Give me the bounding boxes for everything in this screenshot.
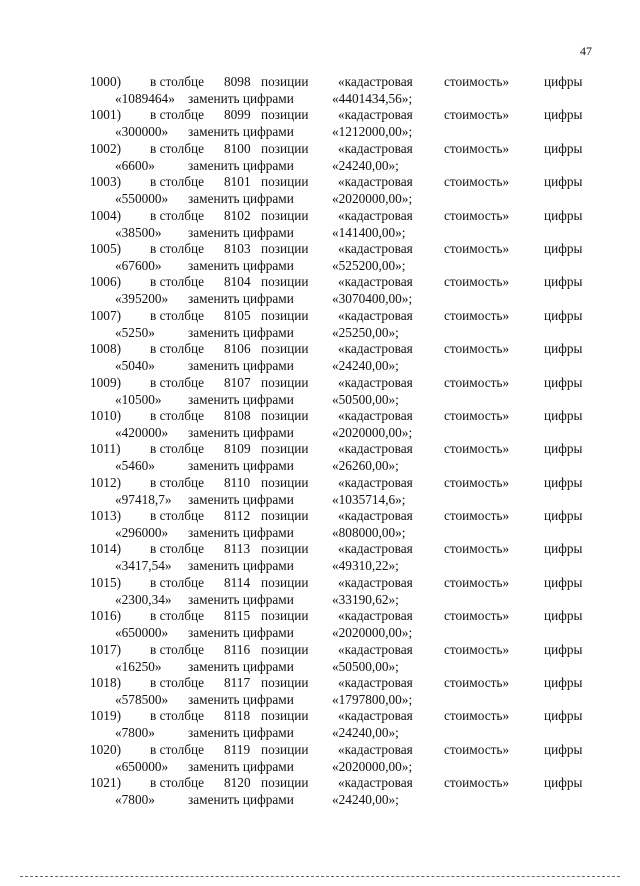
column-number: 8104 xyxy=(224,274,251,290)
value-label: стоимость» xyxy=(444,74,510,89)
digits-label: цифры xyxy=(544,407,583,423)
value-label: стоимость» xyxy=(444,107,510,123)
position-label: позиции xyxy=(261,207,309,223)
new-value: «33190,62»; xyxy=(332,591,399,607)
amendment-entry xyxy=(0,575,640,608)
position-label: позиции xyxy=(261,741,309,757)
replace-label: заменить цифрами xyxy=(188,424,294,440)
amendment-entry xyxy=(0,642,640,675)
position-label: позиции xyxy=(261,541,309,557)
digits-label: цифры xyxy=(544,675,583,691)
column-number: 8107 xyxy=(224,374,251,390)
replace-label: заменить цифрами xyxy=(188,692,294,708)
in-column-label: в столбце xyxy=(150,274,205,290)
in-column-label: в столбце xyxy=(150,441,205,457)
amendment-entry xyxy=(0,308,640,341)
entry-number: 1008) xyxy=(90,341,122,357)
digits-label: цифры xyxy=(544,274,583,290)
value-label: стоимость» xyxy=(444,541,510,557)
in-column-label: в столбце xyxy=(150,407,205,423)
column-number: 8108 xyxy=(224,407,251,423)
position-label: позиции xyxy=(261,641,309,657)
amendment-entry xyxy=(0,241,640,274)
replace-label: заменить цифрами xyxy=(188,525,294,541)
column-number: 8113 xyxy=(224,541,251,557)
cadastral-label: «кадастровая xyxy=(338,207,413,223)
old-value: «395200» xyxy=(115,291,169,307)
amendment-entry xyxy=(0,107,640,140)
entry-number: 1007) xyxy=(90,307,122,323)
in-column-label: в столбце xyxy=(150,240,205,256)
position-label: позиции xyxy=(261,675,309,691)
amendment-entry xyxy=(0,341,640,374)
replace-label: заменить цифрами xyxy=(188,558,294,574)
amendment-entry xyxy=(0,675,640,708)
value-label: стоимость» xyxy=(444,274,510,290)
replace-label: заменить цифрами xyxy=(188,491,294,507)
new-value: «50500,00»; xyxy=(332,658,399,674)
value-label: стоимость» xyxy=(444,574,510,590)
amendment-entry xyxy=(0,408,640,441)
column-number: 8099 xyxy=(224,107,251,123)
entry-number: 1010) xyxy=(90,407,122,423)
cadastral-label: «кадастровая xyxy=(338,274,413,290)
digits-label: цифры xyxy=(544,374,583,390)
column-number: 8120 xyxy=(224,775,251,791)
replace-label: заменить цифрами xyxy=(188,157,294,173)
amendment-entry xyxy=(0,174,640,207)
old-value: «650000» xyxy=(115,758,169,774)
old-value: «5460» xyxy=(115,458,155,474)
column-number: 8118 xyxy=(224,708,251,724)
old-value: «300000» xyxy=(115,124,169,140)
position-label: позиции xyxy=(261,240,309,256)
position-label: позиции xyxy=(261,708,309,724)
entry-number: 1002) xyxy=(90,140,122,156)
new-value: «25250,00»; xyxy=(332,324,399,340)
value-label: стоимость» xyxy=(444,374,510,390)
digits-label: цифры xyxy=(544,574,583,590)
amendment-entry xyxy=(0,775,640,808)
value-label: стоимость» xyxy=(444,407,510,423)
value-label: стоимость» xyxy=(444,441,510,457)
cadastral-label: «кадастровая xyxy=(338,775,413,791)
column-number: 8115 xyxy=(224,608,251,624)
new-value: «1797800,00»; xyxy=(332,692,413,708)
new-value: «3070400,00»; xyxy=(332,291,413,307)
value-label: стоимость» xyxy=(444,708,510,724)
old-value: «7800» xyxy=(115,725,155,741)
cadastral-label: «кадастровая xyxy=(338,474,413,490)
entry-number: 1012) xyxy=(90,474,122,490)
in-column-label: в столбце xyxy=(150,140,205,156)
in-column-label: в столбце xyxy=(150,541,205,557)
column-number: 8112 xyxy=(224,508,251,524)
entry-number: 1019) xyxy=(90,708,122,724)
value-label: стоимость» xyxy=(444,675,510,691)
position-label: позиции xyxy=(261,407,309,423)
column-number: 8103 xyxy=(224,240,251,256)
replace-label: заменить цифрами xyxy=(188,124,294,140)
new-value: «2020000,00»; xyxy=(332,424,413,440)
replace-label: заменить цифрами xyxy=(188,625,294,641)
in-column-label: в столбце xyxy=(150,474,205,490)
new-value: «1212000,00»; xyxy=(332,124,413,140)
new-value: «4401434,56»; xyxy=(332,91,413,106)
cadastral-label: «кадастровая xyxy=(338,641,413,657)
cadastral-label: «кадастровая xyxy=(338,107,413,123)
cadastral-label: «кадастровая xyxy=(338,441,413,457)
old-value: «67600» xyxy=(115,257,162,273)
old-value: «650000» xyxy=(115,625,169,641)
old-value: «97418,7» xyxy=(115,491,172,507)
cadastral-label: «кадастровая xyxy=(338,140,413,156)
column-number: 8100 xyxy=(224,140,251,156)
amendment-entry xyxy=(0,508,640,541)
value-label: стоимость» xyxy=(444,240,510,256)
value-label: стоимость» xyxy=(444,307,510,323)
digits-label: цифры xyxy=(544,140,583,156)
in-column-label: в столбце xyxy=(150,775,205,791)
in-column-label: в столбце xyxy=(150,508,205,524)
column-number: 8109 xyxy=(224,441,251,457)
amendment-entry xyxy=(0,475,640,508)
amendment-entry xyxy=(0,375,640,408)
entry-number: 1006) xyxy=(90,274,122,290)
digits-label: цифры xyxy=(544,207,583,223)
new-value: «2020000,00»; xyxy=(332,758,413,774)
in-column-label: в столбце xyxy=(150,675,205,691)
amendment-entry xyxy=(0,274,640,307)
amendment-entry xyxy=(0,74,640,107)
position-label: позиции xyxy=(261,74,309,89)
entry-number: 1016) xyxy=(90,608,122,624)
amendment-entry xyxy=(0,141,640,174)
new-value: «24240,00»; xyxy=(332,157,399,173)
column-number: 8105 xyxy=(224,307,251,323)
replace-label: заменить цифрами xyxy=(188,291,294,307)
entry-number: 1018) xyxy=(90,675,122,691)
replace-label: заменить цифрами xyxy=(188,458,294,474)
new-value: «2020000,00»; xyxy=(332,191,413,207)
old-value: «10500» xyxy=(115,391,162,407)
cadastral-label: «кадастровая xyxy=(338,541,413,557)
value-label: стоимость» xyxy=(444,608,510,624)
in-column-label: в столбце xyxy=(150,574,205,590)
amendment-entry xyxy=(0,208,640,241)
value-label: стоимость» xyxy=(444,174,510,190)
new-value: «2020000,00»; xyxy=(332,625,413,641)
column-number: 8110 xyxy=(224,474,251,490)
replace-label: заменить цифрами xyxy=(188,191,294,207)
position-label: позиции xyxy=(261,341,309,357)
replace-label: заменить цифрами xyxy=(188,591,294,607)
amendment-entry xyxy=(0,441,640,474)
position-label: позиции xyxy=(261,274,309,290)
new-value: «24240,00»; xyxy=(332,792,399,808)
value-label: стоимость» xyxy=(444,508,510,524)
cadastral-label: «кадастровая xyxy=(338,708,413,724)
replace-label: заменить цифрами xyxy=(188,358,294,374)
replace-label: заменить цифрами xyxy=(188,91,294,106)
in-column-label: в столбце xyxy=(150,741,205,757)
position-label: позиции xyxy=(261,608,309,624)
cadastral-label: «кадастровая xyxy=(338,675,413,691)
in-column-label: в столбце xyxy=(150,641,205,657)
new-value: «49310,22»; xyxy=(332,558,399,574)
digits-label: цифры xyxy=(544,74,583,89)
page-number: 47 xyxy=(580,44,592,58)
in-column-label: в столбце xyxy=(150,608,205,624)
digits-label: цифры xyxy=(544,641,583,657)
entry-number: 1015) xyxy=(90,574,122,590)
replace-label: заменить цифрами xyxy=(188,758,294,774)
amendment-entry xyxy=(0,608,640,641)
old-value: «5250» xyxy=(115,324,155,340)
cadastral-label: «кадастровая xyxy=(338,240,413,256)
cadastral-label: «кадастровая xyxy=(338,174,413,190)
position-label: позиции xyxy=(261,107,309,123)
new-value: «525200,00»; xyxy=(332,257,406,273)
old-value: «7800» xyxy=(115,792,155,808)
position-label: позиции xyxy=(261,140,309,156)
new-value: «808000,00»; xyxy=(332,525,406,541)
digits-label: цифры xyxy=(544,107,583,123)
column-number: 8098 xyxy=(224,74,251,89)
entry-number: 1009) xyxy=(90,374,122,390)
digits-label: цифры xyxy=(544,608,583,624)
replace-label: заменить цифрами xyxy=(188,391,294,407)
old-value: «420000» xyxy=(115,424,169,440)
replace-label: заменить цифрами xyxy=(188,324,294,340)
position-label: позиции xyxy=(261,775,309,791)
entry-number: 1004) xyxy=(90,207,122,223)
new-value: «24240,00»; xyxy=(332,725,399,741)
old-value: «6600» xyxy=(115,157,155,173)
position-label: позиции xyxy=(261,574,309,590)
cadastral-label: «кадастровая xyxy=(338,341,413,357)
value-label: стоимость» xyxy=(444,641,510,657)
entry-number: 1011) xyxy=(90,441,121,457)
digits-label: цифры xyxy=(544,741,583,757)
digits-label: цифры xyxy=(544,341,583,357)
position-label: позиции xyxy=(261,174,309,190)
in-column-label: в столбце xyxy=(150,708,205,724)
position-label: позиции xyxy=(261,508,309,524)
digits-label: цифры xyxy=(544,174,583,190)
digits-label: цифры xyxy=(544,307,583,323)
in-column-label: в столбце xyxy=(150,107,205,123)
cadastral-label: «кадастровая xyxy=(338,74,413,89)
entry-number: 1005) xyxy=(90,240,122,256)
old-value: «1089464» xyxy=(115,91,175,106)
digits-label: цифры xyxy=(544,708,583,724)
value-label: стоимость» xyxy=(444,741,510,757)
old-value: «550000» xyxy=(115,191,169,207)
replace-label: заменить цифрами xyxy=(188,725,294,741)
amendment-entry xyxy=(0,708,640,741)
digits-label: цифры xyxy=(544,775,583,791)
in-column-label: в столбце xyxy=(150,74,205,89)
column-number: 8102 xyxy=(224,207,251,223)
old-value: «5040» xyxy=(115,358,155,374)
digits-label: цифры xyxy=(544,541,583,557)
column-number: 8101 xyxy=(224,174,251,190)
new-value: «24240,00»; xyxy=(332,358,399,374)
digits-label: цифры xyxy=(544,441,583,457)
new-value: «141400,00»; xyxy=(332,224,406,240)
old-value: «2300,34» xyxy=(115,591,172,607)
new-value: «50500,00»; xyxy=(332,391,399,407)
cadastral-label: «кадастровая xyxy=(338,741,413,757)
digits-label: цифры xyxy=(544,508,583,524)
entry-number: 1000) xyxy=(90,74,122,89)
cadastral-label: «кадастровая xyxy=(338,574,413,590)
digits-label: цифры xyxy=(544,474,583,490)
position-label: позиции xyxy=(261,374,309,390)
entry-number: 1014) xyxy=(90,541,122,557)
old-value: «296000» xyxy=(115,525,169,541)
column-number: 8119 xyxy=(224,741,251,757)
amendment-list xyxy=(0,74,640,809)
in-column-label: в столбце xyxy=(150,341,205,357)
old-value: «16250» xyxy=(115,658,162,674)
in-column-label: в столбце xyxy=(150,307,205,323)
new-value: «26260,00»; xyxy=(332,458,399,474)
value-label: стоимость» xyxy=(444,207,510,223)
cadastral-label: «кадастровая xyxy=(338,307,413,323)
column-number: 8116 xyxy=(224,641,251,657)
entry-number: 1020) xyxy=(90,741,122,757)
value-label: стоимость» xyxy=(444,341,510,357)
position-label: позиции xyxy=(261,307,309,323)
new-value: «1035714,6»; xyxy=(332,491,406,507)
amendment-entry xyxy=(0,541,640,574)
cadastral-label: «кадастровая xyxy=(338,374,413,390)
in-column-label: в столбце xyxy=(150,174,205,190)
cadastral-label: «кадастровая xyxy=(338,407,413,423)
column-number: 8106 xyxy=(224,341,251,357)
old-value: «3417,54» xyxy=(115,558,172,574)
replace-label: заменить цифрами xyxy=(188,257,294,273)
cadastral-label: «кадастровая xyxy=(338,508,413,524)
column-number: 8117 xyxy=(224,675,251,691)
digits-label: цифры xyxy=(544,240,583,256)
replace-label: заменить цифрами xyxy=(188,658,294,674)
value-label: стоимость» xyxy=(444,140,510,156)
entry-number: 1021) xyxy=(90,775,122,791)
column-number: 8114 xyxy=(224,574,251,590)
in-column-label: в столбце xyxy=(150,207,205,223)
entry-number: 1017) xyxy=(90,641,122,657)
in-column-label: в столбце xyxy=(150,374,205,390)
entry-number: 1001) xyxy=(90,107,122,123)
old-value: «38500» xyxy=(115,224,162,240)
entry-number: 1003) xyxy=(90,174,122,190)
position-label: позиции xyxy=(261,441,309,457)
replace-label: заменить цифрами xyxy=(188,792,294,808)
footer-divider xyxy=(20,876,620,877)
old-value: «578500» xyxy=(115,692,169,708)
amendment-entry xyxy=(0,742,640,775)
cadastral-label: «кадастровая xyxy=(338,608,413,624)
position-label: позиции xyxy=(261,474,309,490)
value-label: стоимость» xyxy=(444,474,510,490)
replace-label: заменить цифрами xyxy=(188,224,294,240)
entry-number: 1013) xyxy=(90,508,122,524)
value-label: стоимость» xyxy=(444,775,510,791)
